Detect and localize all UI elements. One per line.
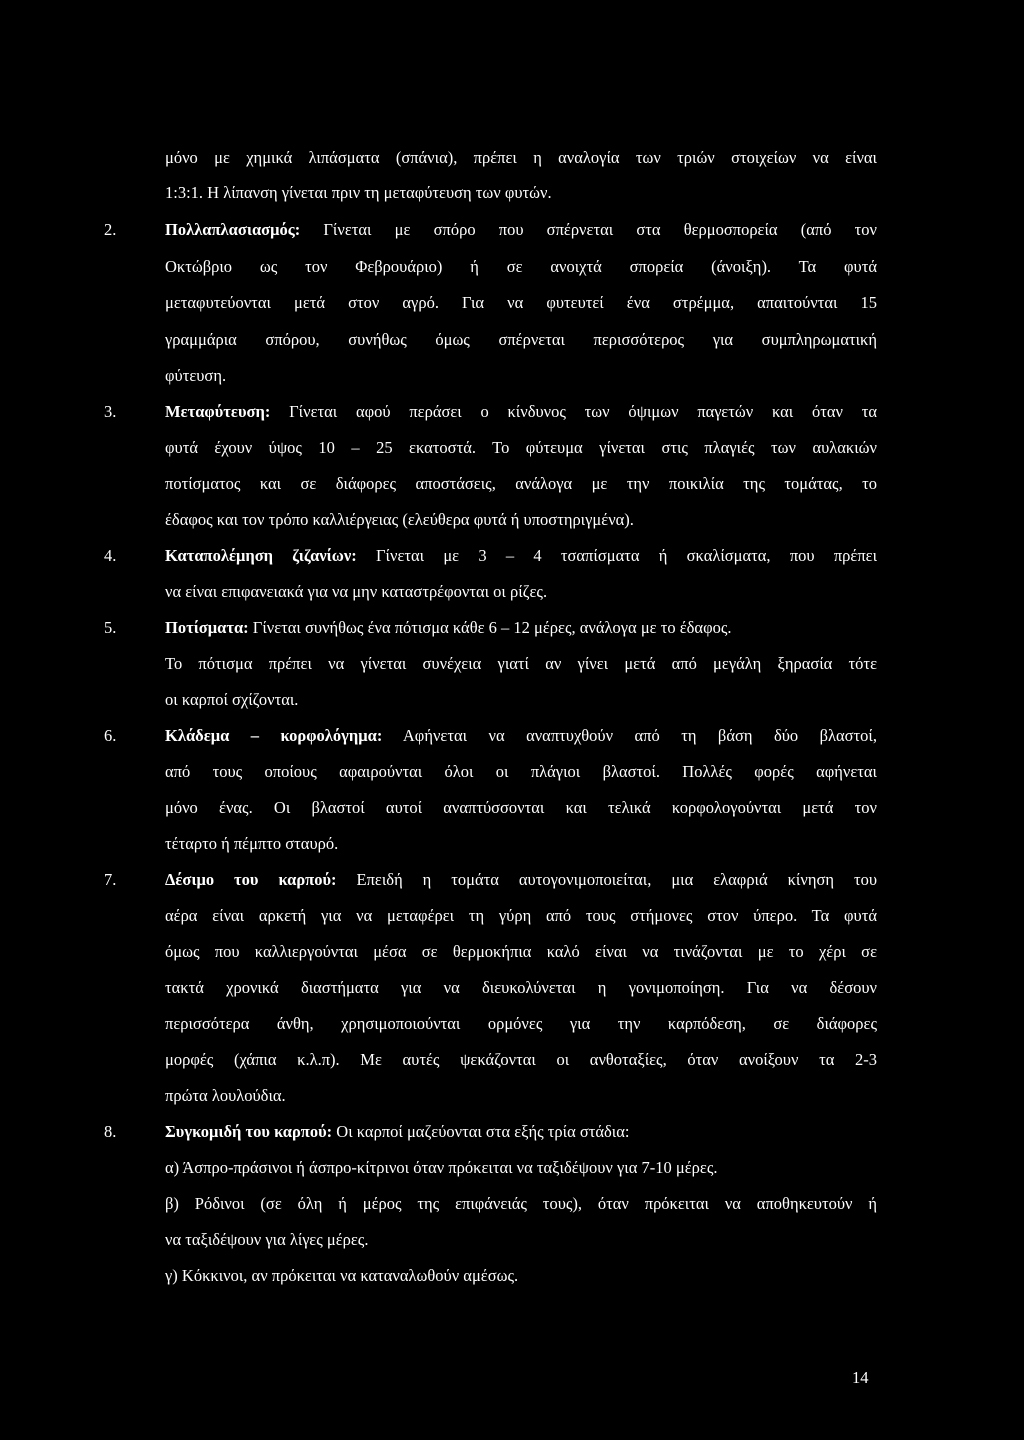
item-line: αέρα είναι αρκετή για να μεταφέρει τη γύρη από τους στήμονες στον ύπερο. Τα φυτά: [165, 906, 877, 925]
item-line: Κλάδεμα – κορφολόγημα: Αφήνεται να αναπτυχθούν από τη βάση δύο βλαστοί,: [165, 726, 877, 745]
item-line: Οκτώβριο ως τον Φεβρουάριο) ή σε ανοιχτά σπορεία (άνοιξη). Τα φυτά: [165, 257, 877, 276]
item-line: φύτευση.: [165, 366, 227, 385]
item-line: Πολλαπλασιασμός: Γίνεται με σπόρο που σπέρνεται στα θερμοσπορεία (από τον: [165, 220, 877, 239]
item-number: 2.: [104, 220, 117, 239]
item-heading: Καταπολέμηση ζιζανίων:: [165, 546, 357, 565]
item-line: οι καρποί σχίζονται.: [165, 690, 299, 709]
item-line: από τους οποίους αφαιρούνται όλοι οι πλάγιοι βλαστοί. Πολλές φορές αφήνεται: [165, 762, 877, 781]
item-number: 6.: [104, 726, 117, 745]
item-line: ποτίσματος και σε διάφορες αποστάσεις, ανάλογα με την ποικιλία της τομάτας, το: [165, 474, 877, 493]
item-number: 5.: [104, 618, 117, 637]
item-number: 4.: [104, 546, 117, 565]
item-line: Συγκομιδή του καρπού: Οι καρποί μαζεύονται στα εξής τρία στάδια:: [165, 1122, 630, 1141]
item-line: β) Ρόδινοι (σε όλη ή μέρος της επιφάνειάς τους), όταν πρόκειται να αποθηκευτούν ή: [165, 1194, 877, 1213]
item-line: μορφές (χάπια κ.λ.π). Με αυτές ψεκάζονται οι ανθοταξίες, όταν ανοίξουν τα 2-3: [165, 1050, 877, 1069]
item-number: 7.: [104, 870, 117, 889]
item-line: μεταφυτεύονται μετά στον αγρό. Για να φυτευτεί ένα στρέμμα, απαιτούνται 15: [165, 293, 877, 312]
item-heading: Ποτίσματα:: [165, 618, 249, 637]
intro-line: μόνο με χημικά λιπάσματα (σπάνια), πρέπει η αναλογία των τριών στοιχείων να είναι: [165, 148, 877, 167]
item-line: περισσότερα άνθη, χρησιμοποιούνται ορμόνες για την καρπόδεση, σε διάφορες: [165, 1014, 877, 1033]
item-line: φυτά έχουν ύψος 10 – 25 εκατοστά. Το φύτευμα γίνεται στις πλαγιές των αυλακιών: [165, 438, 877, 457]
item-line: να είναι επιφανειακά για να μην καταστρέφονται οι ρίζες.: [165, 582, 548, 601]
item-line: τακτά χρονικά διαστήματα για να διευκολύνεται η γονιμοποίηση. Για να δέσουν: [165, 978, 877, 997]
item-heading: Δέσιμο του καρπού:: [165, 870, 337, 889]
item-line: Καταπολέμηση ζιζανίων: Γίνεται με 3 – 4 τσαπίσματα ή σκαλίσματα, που πρέπει: [165, 546, 878, 565]
item-heading: Πολλαπλασιασμός:: [165, 220, 301, 239]
item-line: γραμμάρια σπόρου, συνήθως όμως σπέρνεται περισσότερος για συμπληρωματική: [165, 330, 877, 349]
page-number: 14: [852, 1368, 869, 1387]
item-line: Μεταφύτευση: Γίνεται αφού περάσει ο κίνδυνος των όψιμων παγετών και όταν τα: [165, 402, 877, 421]
item-heading: Κλάδεμα – κορφολόγημα:: [165, 726, 383, 745]
item-line: πρώτα λουλούδια.: [165, 1086, 286, 1105]
item-line: τέταρτο ή πέμπτο σταυρό.: [165, 834, 339, 853]
item-line: Δέσιμο του καρπού: Επειδή η τομάτα αυτογονιμοποιείται, μια ελαφριά κίνηση του: [165, 870, 877, 889]
item-line: να ταξιδέψουν για λίγες μέρες.: [165, 1230, 369, 1249]
intro-line: 1:3:1. Η λίπανση γίνεται πριν τη μεταφύτευση των φυτών.: [165, 183, 552, 202]
item-heading: Μεταφύτευση:: [165, 402, 271, 421]
item-line: γ) Κόκκινοι, αν πρόκειται να καταναλωθούν αμέσως.: [165, 1266, 519, 1285]
item-line: όμως που καλλιεργούνται μέσα σε θερμοκήπια καλό είναι να τινάζονται με το χέρι σε: [165, 942, 877, 961]
item-line: Ποτίσματα: Γίνεται συνήθως ένα πότισμα κάθε 6 – 12 μέρες, ανάλογα με το έδαφος.: [165, 618, 732, 637]
item-line: α) Άσπρο-πράσινοι ή άσπρο-κίτρινοι όταν πρόκειται να ταξιδέψουν για 7-10 μέρες.: [165, 1158, 718, 1177]
item-number: 8.: [104, 1122, 117, 1141]
item-line: μόνο ένας. Οι βλαστοί αυτοί αναπτύσσονται και τελικά κορφολογούνται μετά τον: [165, 798, 877, 817]
item-line: έδαφος και τον τρόπο καλλιέργειας (ελεύθερα φυτά ή υποστηριγμένα).: [165, 510, 634, 529]
item-line: Το πότισμα πρέπει να γίνεται συνέχεια γιατί αν γίνει μετά από μεγάλη ξηρασία τότε: [165, 654, 877, 673]
item-number: 3.: [104, 402, 117, 421]
item-heading: Συγκομιδή του καρπού:: [165, 1122, 333, 1141]
